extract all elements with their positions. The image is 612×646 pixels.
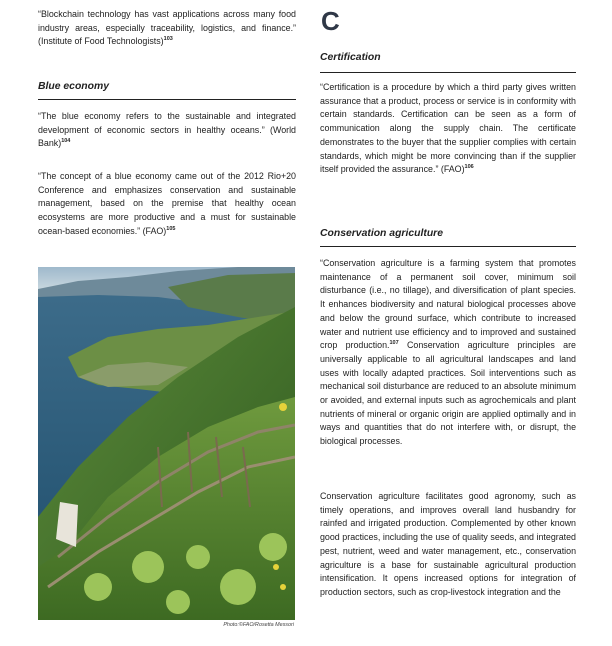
- footnote-ref-106: 106: [464, 164, 474, 171]
- certification-rule: [320, 72, 576, 73]
- footnote-ref-105: 105: [166, 225, 176, 232]
- blockchain-quote: “Blockchain technology has vast applications across many food industry areas, especially traceability, logistics, and finance.” (Institute of Food Technologists)$^{103}$: [38, 9, 296, 47]
- blue-economy-rule: [38, 99, 296, 100]
- footnote-ref-104: 104: [61, 138, 71, 145]
- footnote-ref-107: 107: [389, 340, 399, 347]
- blue-economy-heading: Blue economy: [38, 81, 110, 92]
- footnote-ref-103: 103: [163, 36, 173, 43]
- photo-credit: Photo:©FAO/Rosetta Messori: [223, 622, 294, 628]
- certification-text: “Certification is a procedure by which a third party gives written assurance that a product, process or service is in conformity with certain standards. Certification can be seen as a form of communication along the supply chain. The certificate demonstrates to the buyer that the supplier complies with certain standards, which might be more convincing than if the supplier itself provided the assurance.” (FAO)$^{106}$: [320, 82, 576, 175]
- conservation-agriculture-heading: Conservation agriculture: [320, 228, 443, 239]
- certification-heading: Certification: [320, 52, 381, 63]
- terraced-coast-photo: [38, 267, 295, 620]
- blue-economy-quote-1: “The blue economy refers to the sustainable and integrated development of economic sectors in healthy oceans.” (World Bank)$^{104}$: [38, 111, 296, 149]
- section-letter: C: [321, 6, 340, 36]
- conservation-agriculture-text-1: “Conservation agriculture is a farming system that promotes maintenance of a permanent soil cover, minimum soil disturbance (i.e., no tillage), and diversification of plant species. It enhances biodiversity and natural biological processes above and below the ground surface, which contribute to increased water and nutrient use efficiency and to improved and sustained crop production.$^{107}$ Conservation agriculture principles are universally applicable to all agricultural landscapes and land uses with locally adapted practices. Soil interventions such as mechanical soil disturbance are reduced to an absolute minimum or avoided, and external inputs such as agrochemicals and plant nutrients of mineral or organic origin are applied optimally and in ways and quantities that do not interfere with, or disrupt, the biological processes.: [320, 258, 576, 447]
- conservation-agriculture-rule: [320, 246, 576, 247]
- blue-economy-quote-2: “The concept of a blue economy came out of the 2012 Rio+20 Conference and emphasizes conservation and sustainable management, based on the premise that healthy ocean ecosystems are more productive and a must for sustainable ocean-based economies.” (FAO)$^{105}$: [38, 171, 296, 236]
- conservation-agriculture-text-2: Conservation agriculture facilitates good agronomy, such as timely operations, and improves overall land husbandry for rainfed and irrigated production. Complemented by other known good practices, including the use of quality seeds, and integrated pest, nutrient, weed and water management, etc., conservation agriculture is a base for sustainable agricultural production intensification. It opens increased options for integration of production sectors, such as crop-livestock integration and the: [320, 491, 576, 597]
